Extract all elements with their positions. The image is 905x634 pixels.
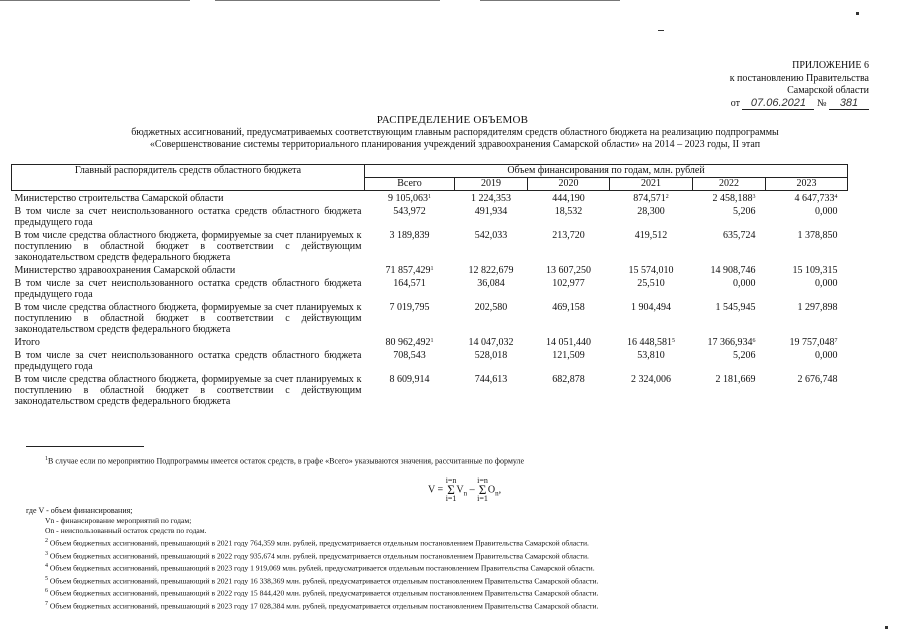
table-row (12, 335, 848, 348)
footnote-item (45, 536, 598, 549)
cell-value: 543,972 (393, 206, 426, 217)
cell-year-value (693, 228, 766, 263)
number-prefix: № (816, 97, 827, 109)
cell-value: 5,206 (733, 350, 756, 361)
cell-value: 8 609,914 (389, 374, 430, 385)
table-row (12, 204, 848, 228)
cell-year-value (610, 348, 693, 372)
cell-value: 53,810 (637, 350, 665, 361)
table-header-row (12, 165, 848, 178)
cell-value: 17 366,934 (707, 337, 753, 348)
footnote-item (45, 599, 598, 612)
cell-year-value (455, 372, 528, 407)
footnote-text: В случае если по мероприятию Подпрограммы имеется остаток средств, в графе «Всего» указываются значения, рассчитанные по формуле (48, 456, 525, 466)
cell-year-value (528, 191, 610, 205)
header-year: 2019 (455, 178, 528, 191)
cell-total (365, 335, 455, 348)
document-subtitle (60, 127, 850, 151)
cell-year-value (528, 228, 610, 263)
cell-year-value (528, 263, 610, 276)
cell-year-value (610, 276, 693, 300)
cell-year-value (766, 191, 848, 205)
footnote-ref: 1 (430, 338, 434, 344)
cell-year-value (766, 348, 848, 372)
table-row (12, 263, 848, 276)
cell-year-value (610, 335, 693, 348)
scan-edge-line (0, 0, 190, 1)
footnote-item (45, 586, 598, 599)
cell-year-value (610, 191, 693, 205)
sum-upper: i=n (477, 476, 488, 485)
formula-term1: V (456, 484, 464, 496)
footnote-mark: 4 (45, 563, 48, 570)
cell-value: 491,934 (474, 206, 508, 217)
row-label: В том числе средства областного бюджета, формируемые за счет планируемых к поступлению в областной бюджет в соответствии с действующим законодательством средств федерального бюджета (14, 374, 362, 407)
cell-year-value (766, 204, 848, 228)
row-label: В том числе за счет неиспользованного остатка средств областного бюджета предыдущего года (14, 278, 362, 300)
cell-total (365, 204, 455, 228)
formula (428, 478, 501, 502)
footnote-text: Объем бюджетных ассигнований, превышающий в 2021 году 764,359 млн. рублей, предусматривается отдельным постановлением Правительства Самарской области. (49, 538, 589, 548)
cell-value: 14 047,032 (468, 337, 514, 348)
subtitle-line2: «Совершенствование системы территориального планирования учреждений здравоохранения Самарской области» на 2014 – 2023 годы, II этап (149, 139, 761, 150)
cell-year-value (610, 372, 693, 407)
sum-symbol (446, 478, 457, 502)
cell-value: 5,206 (733, 206, 756, 217)
footnote-text: Объем бюджетных ассигнований, превышающий в 2022 году 935,674 млн. рублей, предусматривается отдельным постановлением Правительства Самарской области. (49, 551, 589, 561)
appendix-title: ПРИЛОЖЕНИЕ 6 (792, 60, 869, 71)
footnote-text: Объем бюджетных ассигнований, превышающий в 2023 году 17 028,384 млн. рублей, предусматривается отдельным постановлением Правительства Самарской области. (49, 601, 599, 611)
cell-value: 0,000 (815, 278, 838, 289)
formula-lhs: V = (428, 484, 446, 496)
cell-value: 874,571 (633, 193, 666, 204)
footnote-mark: 5 (45, 575, 48, 582)
sigma-icon: Σ (447, 482, 455, 497)
footnote-mark: 1 (45, 456, 48, 462)
cell-total (365, 191, 455, 205)
cell-value: 2 324,006 (631, 374, 671, 385)
header-year: 2020 (528, 178, 610, 191)
scan-edge-line (480, 0, 620, 1)
cell-value: 1 224,353 (471, 193, 511, 204)
footnote-where: где V - объем финансирования; (26, 506, 133, 515)
cell-value: 708,543 (393, 350, 426, 361)
cell-value: 28,300 (637, 206, 665, 217)
cell-value: 0,000 (733, 278, 756, 289)
formula-tail: , (498, 484, 502, 496)
cell-year-value (610, 263, 693, 276)
footnote-ref: 3 (752, 194, 756, 200)
cell-value: 0,000 (815, 350, 838, 361)
cell-year-value (766, 372, 848, 407)
cell-total (365, 263, 455, 276)
footnote-ref: 1 (430, 266, 434, 272)
formula-term2: O (487, 484, 496, 496)
cell-year-value (455, 263, 528, 276)
footnote-text: Объем бюджетных ассигнований, превышающий в 2021 году 16 338,369 млн. рублей, предусматривается отдельным постановлением Правительства Самарской области. (49, 576, 599, 586)
cell-year-value (528, 348, 610, 372)
cell-year-value (455, 348, 528, 372)
cell-year-value (610, 300, 693, 335)
cell-value: 2 181,669 (715, 374, 756, 385)
subtitle-line1: бюджетных ассигнований, предусматриваемых соответствующим главным распорядителям средств областного бюджета на реализацию подпрограммы (131, 127, 779, 138)
cell-value: 419,512 (634, 230, 668, 241)
sigma-icon: Σ (478, 482, 487, 497)
cell-value: 4 647,733 (794, 193, 835, 204)
cell-year-value (693, 276, 766, 300)
cell-value: 13 607,250 (546, 265, 591, 276)
sum-symbol (477, 478, 488, 502)
cell-year-value (766, 335, 848, 348)
sum-lower: i=1 (445, 494, 457, 503)
footnote-mark: 2 (45, 538, 48, 544)
cell-value: 15 109,315 (792, 265, 838, 276)
table-row (12, 372, 848, 407)
date-prefix: от (730, 97, 740, 109)
cell-year-value (528, 300, 610, 335)
cell-value: 121,509 (552, 350, 585, 361)
cell-value: 744,613 (474, 374, 508, 385)
footnote-list (45, 516, 598, 611)
table-body (12, 191, 848, 408)
row-label: В том числе средства областного бюджета, формируемые за счет планируемых к поступлению в областной бюджет в соответствии с действующим законодательством средств федерального бюджета (14, 230, 362, 263)
cell-value: 14 051,440 (546, 337, 591, 348)
row-label: В том числе за счет неиспользованного остатка средств областного бюджета предыдущего года (14, 206, 362, 228)
scan-speck (856, 12, 859, 15)
cell-year-value (455, 191, 528, 205)
cell-value: 36,084 (477, 278, 505, 289)
cell-value: 1 545,945 (715, 302, 756, 313)
cell-value: 80 962,492 (385, 337, 431, 348)
footnote-ref: 6 (752, 338, 756, 344)
footnote-mark: 7 (45, 600, 48, 607)
cell-year-value (528, 276, 610, 300)
header-year: 2021 (610, 178, 693, 191)
cell-year-value (455, 300, 528, 335)
cell-value: 2 676,748 (797, 374, 838, 385)
cell-value: 15 574,010 (628, 265, 674, 276)
cell-year-value (766, 228, 848, 263)
formula-sub: n (495, 489, 499, 498)
header-year: 2022 (693, 178, 766, 191)
footnote-text: Объем бюджетных ассигнований, превышающий в 2022 году 15 844,420 млн. рублей, предусматривается отдельным постановлением Правительства Самарской области. (49, 588, 599, 598)
cell-year-value (455, 228, 528, 263)
header-total: Всего (365, 178, 455, 191)
footnote-mark: 6 (45, 588, 48, 595)
cell-total (365, 348, 455, 372)
table-row (12, 191, 848, 205)
appendix-line2: Самарской области (787, 85, 869, 96)
footnote-ref: 5 (672, 338, 675, 344)
cell-year-value (610, 204, 693, 228)
cell-year-value (455, 276, 528, 300)
cell-value: 9 105,063 (388, 193, 428, 204)
footnote-text: Vn - финансирование мероприятий по годам; (45, 516, 192, 525)
footnote-ref: 2 (665, 194, 669, 200)
sum-upper: i=n (445, 476, 457, 485)
cell-year-value (528, 204, 610, 228)
cell-year-value (528, 372, 610, 407)
cell-year-value (528, 335, 610, 348)
cell-value: 1 297,898 (797, 302, 838, 313)
row-label: Министерство строительства Самарской области (14, 193, 224, 204)
cell-value: 0,000 (815, 206, 838, 217)
cell-year-value (455, 335, 528, 348)
footnote-item (45, 561, 598, 574)
footnote-ref: 7 (834, 338, 838, 344)
footnote-item (45, 574, 598, 587)
formula-sub: n (463, 489, 468, 498)
table-row (12, 300, 848, 335)
header-org: Главный распорядитель средств областного бюджета (12, 165, 365, 191)
footnote-1 (45, 456, 524, 466)
cell-year-value (693, 204, 766, 228)
header-group: Объем финансирования по годам, млн. рублей (365, 165, 848, 178)
formula-minus: – (467, 484, 478, 496)
cell-value: 16 448,581 (627, 337, 672, 348)
cell-year-value (766, 300, 848, 335)
cell-total (365, 276, 455, 300)
footnote-text: On - неиспользованный остаток средств по годам. (45, 526, 207, 535)
cell-value: 469,158 (552, 302, 585, 313)
cell-value: 444,190 (552, 193, 585, 204)
row-label: В том числе средства областного бюджета, формируемые за счет планируемых к поступлению в областной бюджет в соответствии с действующим законодательством средств федерального бюджета (14, 302, 362, 335)
cell-year-value (455, 204, 528, 228)
footnote-divider (26, 446, 144, 447)
appendix-header (730, 60, 869, 110)
footnote-item (45, 549, 598, 562)
cell-value: 12 822,679 (468, 265, 514, 276)
scan-speck (885, 626, 888, 629)
cell-year-value (693, 191, 766, 205)
table-row (12, 228, 848, 263)
cell-value: 19 757,048 (789, 337, 835, 348)
cell-value: 7 019,795 (389, 302, 430, 313)
number-value: 381 (829, 98, 869, 110)
cell-year-value (693, 372, 766, 407)
row-label: Итого (14, 337, 40, 348)
cell-year-value (766, 263, 848, 276)
footnote-mark: 3 (45, 550, 48, 557)
appendix-line1: к постановлению Правительства (729, 72, 869, 84)
cell-year-value (610, 228, 693, 263)
scan-speck (658, 30, 664, 31)
cell-total (365, 372, 455, 407)
cell-value: 2 458,188 (712, 193, 753, 204)
date-value: 07.06.2021 (742, 98, 814, 110)
table-row (12, 276, 848, 300)
scan-edge-line (215, 0, 440, 1)
row-label: Министерство здравоохранения Самарской области (14, 265, 236, 276)
cell-year-value (766, 276, 848, 300)
cell-value: 71 857,429 (385, 265, 431, 276)
cell-value: 213,720 (552, 230, 585, 241)
footnote-ref: 4 (834, 194, 838, 200)
cell-year-value (693, 335, 766, 348)
cell-year-value (693, 263, 766, 276)
cell-value: 202,580 (474, 302, 508, 313)
cell-value: 14 908,746 (710, 265, 756, 276)
cell-value: 682,878 (552, 374, 585, 385)
cell-value: 102,977 (552, 278, 585, 289)
appendix-date-line (730, 98, 869, 111)
footnote-item (45, 516, 598, 526)
footnote-text: Объем бюджетных ассигнований, превышающий в 2023 году 1 919,069 млн. рублей, предусматривается отдельным постановлением Правительства Самарской области. (49, 563, 595, 573)
table-row (12, 348, 848, 372)
cell-value: 164,571 (393, 278, 426, 289)
header-year: 2023 (766, 178, 848, 191)
cell-value: 3 189,839 (389, 230, 430, 241)
cell-total (365, 228, 455, 263)
footnote-ref: 1 (428, 194, 431, 200)
cell-value: 18,532 (554, 206, 583, 217)
cell-value: 1 904,494 (631, 302, 671, 313)
sum-lower: i=1 (477, 494, 488, 503)
cell-value: 542,033 (474, 230, 508, 241)
cell-value: 635,724 (723, 230, 756, 241)
cell-total (365, 300, 455, 335)
cell-year-value (693, 348, 766, 372)
cell-value: 528,018 (474, 350, 508, 361)
cell-value: 1 378,850 (797, 230, 838, 241)
cell-year-value (693, 300, 766, 335)
cell-value: 25,510 (637, 278, 665, 289)
footnote-item (45, 526, 598, 536)
document-title: РАСПРЕДЕЛЕНИЕ ОБЪЕМОВ (376, 114, 529, 126)
row-label: В том числе за счет неиспользованного остатка средств областного бюджета предыдущего года (14, 350, 362, 372)
funding-table (11, 164, 848, 407)
